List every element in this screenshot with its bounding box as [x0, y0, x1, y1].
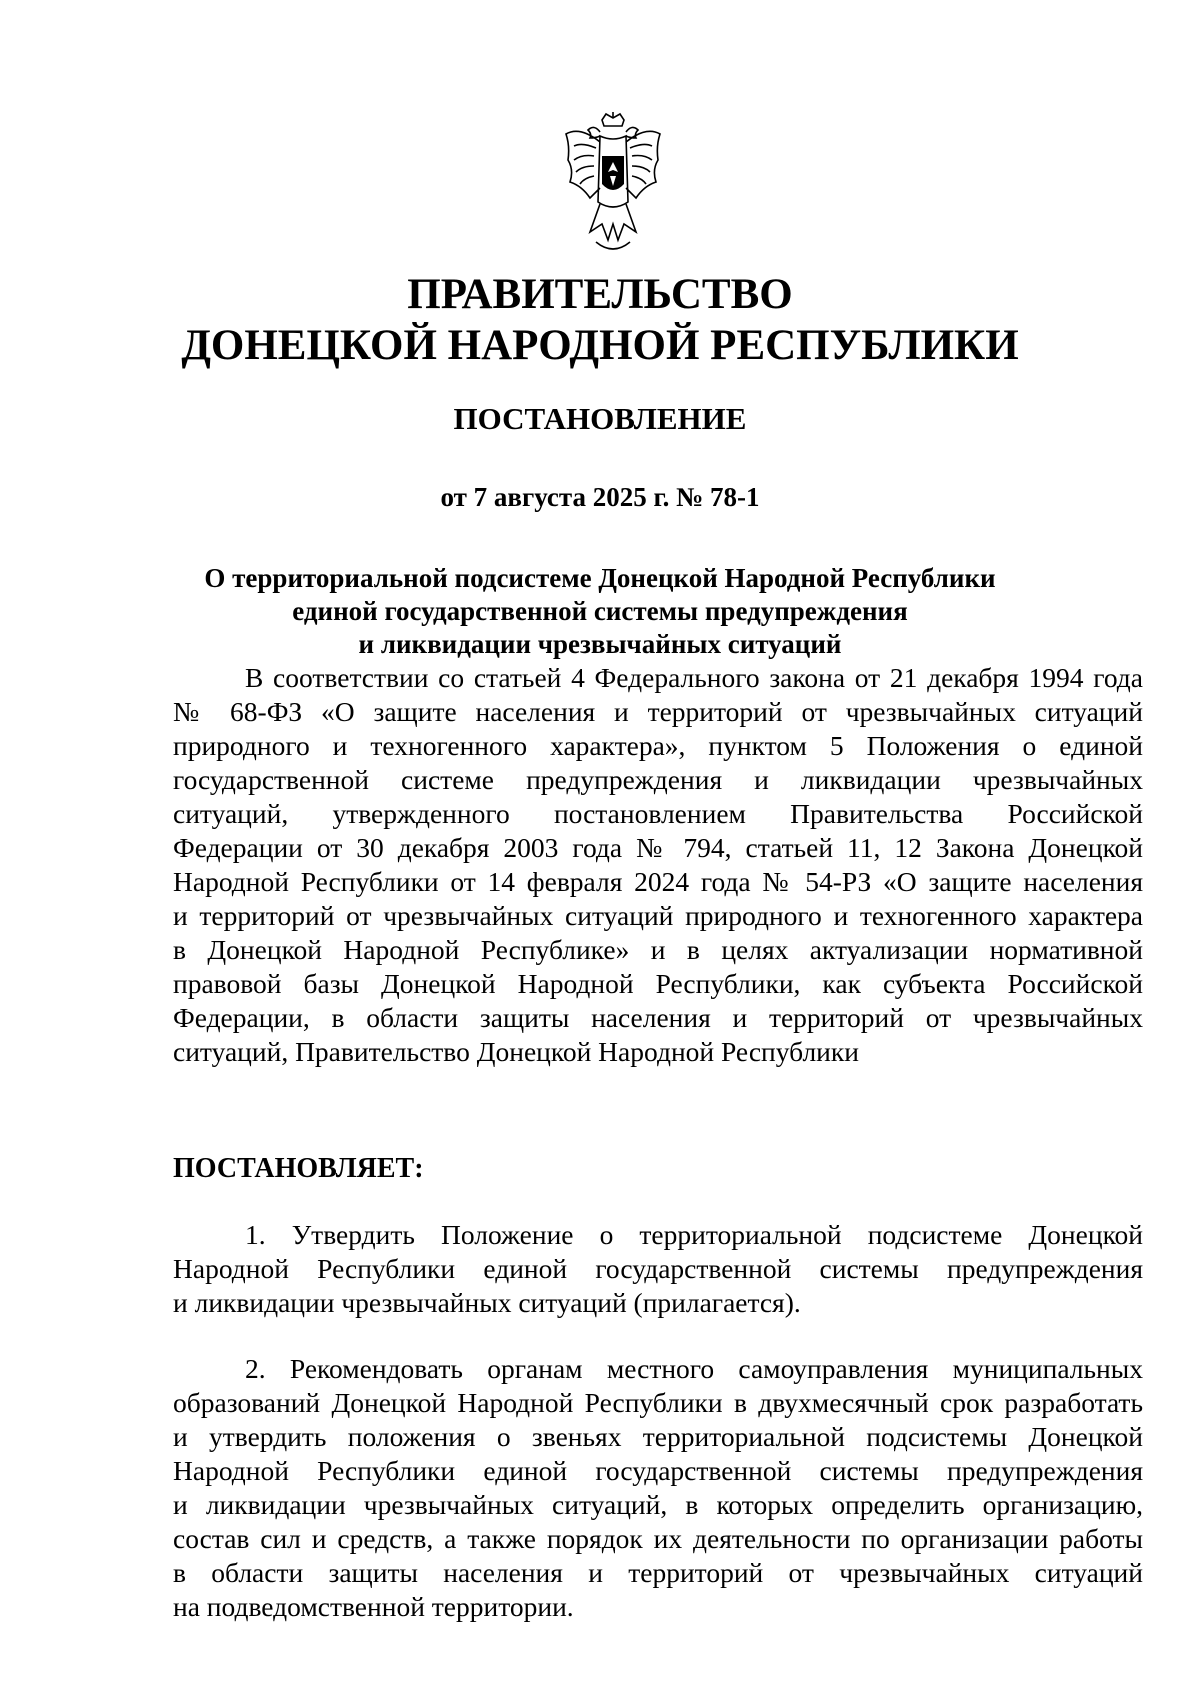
preamble-line: и территорий от чрезвычайных ситуаций природного и техногенного характера: [173, 900, 1143, 931]
preamble-line: Федерации от 30 декабря 2003 года № 794, статьей 11, 12 Закона Донецкой: [173, 832, 1143, 863]
subject-line: единой государственной системы предупреждения: [292, 596, 908, 626]
preamble-line: государственной системе предупреждения и ликвидации чрезвычайных: [173, 764, 1143, 795]
government-name-line1: ПРАВИТЕЛЬСТВО: [407, 271, 793, 318]
item1-line: Народной Республики единой государственной системы предупреждения: [173, 1253, 1143, 1284]
subject-line: и ликвидации чрезвычайных ситуаций: [358, 629, 842, 659]
preamble-line: ситуаций, утвержденного постановлением Правительства Российской: [173, 798, 1143, 829]
preamble-line: № 68-ФЗ «О защите населения и территорий от чрезвычайных ситуаций: [173, 696, 1143, 727]
preamble-line: Народной Республики от 14 февраля 2024 года № 54-РЗ «О защите населения: [173, 866, 1143, 897]
item2-line: состав сил и средств, а также порядок их деятельности по организации работы: [173, 1523, 1143, 1554]
item2-line: на подведомственной территории.: [173, 1591, 574, 1622]
document-type: ПОСТАНОВЛЕНИЕ: [453, 401, 747, 436]
preamble-line: ситуаций, Правительство Донецкой Народной Республики: [173, 1036, 859, 1067]
preamble-line: В соответствии со статьей 4 Федерального закона от 21 декабря 1994 года: [245, 662, 1143, 693]
item2-line: 2. Рекомендовать органам местного самоуправления муниципальных: [245, 1353, 1143, 1384]
item2-line: Народной Республики единой государственной системы предупреждения: [173, 1455, 1143, 1486]
preamble-line: природного и техногенного характера», пунктом 5 Положения о единой: [173, 730, 1143, 761]
preamble-line: в Донецкой Народной Республике» и в целях актуализации нормативной: [173, 934, 1143, 965]
government-name-line2: ДОНЕЦКОЙ НАРОДНОЙ РЕСПУБЛИКИ: [181, 322, 1019, 369]
document-subject: [0, 562, 1200, 661]
document-date-number: от 7 августа 2025 г. № 78-1: [440, 482, 760, 512]
preamble-line: правовой базы Донецкой Народной Республики, как субъекта Российской: [173, 968, 1143, 999]
coat-of-arms-icon: [560, 112, 666, 258]
item2-line: в области защиты населения и территорий от чрезвычайных ситуаций: [173, 1557, 1143, 1588]
item2-line: образований Донецкой Народной Республики в двухмесячный срок разработать: [173, 1387, 1143, 1418]
resolves-heading: ПОСТАНОВЛЯЕТ:: [173, 1153, 424, 1184]
item2-line: и утвердить положения о звеньях территориальной подсистемы Донецкой: [173, 1421, 1143, 1452]
preamble-line: Федерации, в области защиты населения и территорий от чрезвычайных: [173, 1002, 1143, 1033]
subject-line: О территориальной подсистеме Донецкой Народной Республики: [204, 563, 996, 593]
item2-line: и ликвидации чрезвычайных ситуаций, в которых определить организацию,: [173, 1489, 1143, 1520]
item1-line: 1. Утвердить Положение о территориальной подсистеме Донецкой: [245, 1219, 1143, 1250]
item1-line: и ликвидации чрезвычайных ситуаций (прилагается).: [173, 1287, 801, 1318]
